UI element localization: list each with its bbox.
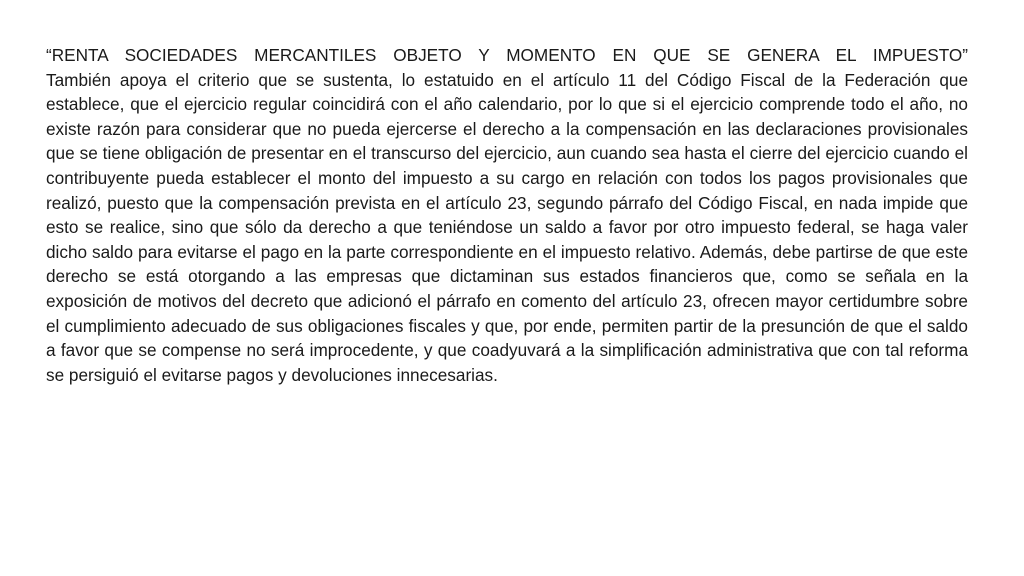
slide-heading: “RENTA SOCIEDADES MERCANTILES OBJETO Y MOMENTO EN QUE SE GENERA EL IMPUESTO” (46, 45, 968, 65)
slide-body-paragraph: También apoya el criterio que se sustenta, lo estatuido en el artículo 11 del Código Fiscal de la Federación que establece, que el ejercicio regular coincidirá con el año calendario, por lo que si el ejercicio comprende todo el año, no existe razón para considerar que no pueda ejercerse el derecho a la compensación en las declaraciones provisionales que se tiene obligación de presentar en el transcurso del ejercicio, aun cuando sea hasta el cierre del ejercicio cuando el contribuyente pueda establecer el monto del impuesto a su cargo en relación con todos los pagos provisionales que realizó, puesto que la compensación prevista en el artículo 23, segundo párrafo del Código Fiscal, en nada impide que esto se realice, sino que sólo da derecho a que teniéndose un saldo a favor por otro impuesto federal, se haga valer dicho saldo para evitarse el pago en la parte correspondiente en el impuesto relativo. Además, debe partirse de que este derecho se está otorgando a las empresas que dictaminan sus estados financieros que, como se señala en la exposición de motivos del decreto que adicionó el párrafo en comento del artículo 23, ofrecen mayor certidumbre sobre el cumplimiento adecuado de sus obligaciones fiscales y que, por ende, permiten partir de la presunción de que el saldo a favor que se compense no será improcedente, y que coadyuvará a la simplificación administrativa que con tal reforma se persiguió el evitarse pagos y devoluciones innecesarias. (46, 69, 968, 385)
slide-text-block (46, 43, 968, 387)
